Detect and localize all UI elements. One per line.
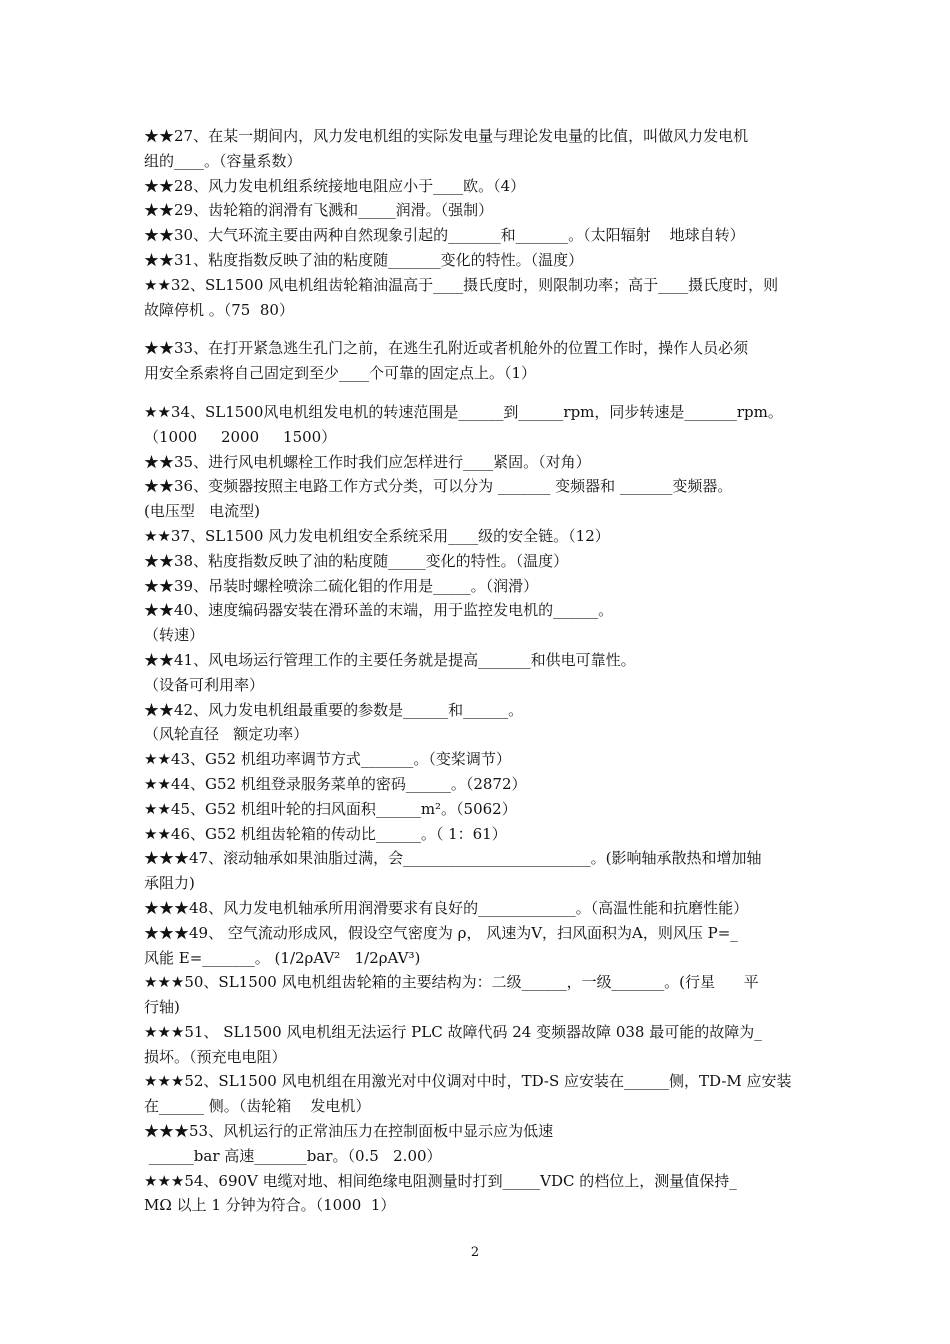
text-line: （转速） bbox=[144, 626, 205, 645]
text-line: ★★★54、690V 电缆对地、相间绝缘电阻测量时打到_____VDC 的档位上，测量值保持_ bbox=[144, 1171, 737, 1190]
text-line: （设备可利用率） bbox=[144, 675, 265, 694]
text-line: ★★33、在打开紧急逃生孔门之前，在逃生孔附近或者机舱外的位置工作时，操作人员必须 bbox=[144, 339, 749, 358]
text-line: ★★37、SL1500 风力发电机组安全系统采用____级的安全链。（12） bbox=[144, 526, 610, 545]
text-line: ★★32、SL1500 风电机组齿轮箱油温高于____摄氏度时，则限制功率；高于____摄氏度时，则 bbox=[144, 275, 779, 294]
text-line: ★★★47、滚动轴承如果油脂过满，会_________________________。(影响轴承散热和增加轴 bbox=[144, 849, 762, 868]
text-line: 组的____。（容量系数） bbox=[144, 151, 302, 170]
text-line: ★★★48、风力发电机轴承所用润滑要求有良好的_____________。（高温性能和抗磨性能） bbox=[144, 898, 749, 917]
text-line: MΩ 以上 1 分钟为符合。（1000 1） bbox=[144, 1196, 396, 1215]
text-line: ★★31、粘度指数反映了油的粘度随_______变化的特性。（温度） bbox=[144, 250, 584, 269]
text-line: ★★★51、 SL1500 风电机组无法运行 PLC 故障代码 24 变频器故障 038 最可能的故障为_ bbox=[144, 1022, 762, 1041]
text-line: ★★44、G52 机组登录服务菜单的密码______。（2872） bbox=[144, 774, 527, 793]
text-line: （风轮直径 额定功率） bbox=[144, 725, 309, 744]
text-line: 风能 E=_______。 (1/2ρAV² 1/2ρAV³) bbox=[144, 948, 421, 967]
text-line: 用安全系索将自己固定到至少____个可靠的固定点上。（1） bbox=[144, 364, 537, 383]
text-line: ★★46、G52 机组齿轮箱的传动比______。（ 1：61） bbox=[144, 824, 507, 843]
text-line: ★★★52、SL1500 风电机组在用激光对中仪调对中时，TD-S 应安装在______侧，TD-M 应安装 bbox=[144, 1072, 792, 1091]
page-number: 2 bbox=[470, 1245, 480, 1260]
text-line: ★★27、在某一期间内，风力发电机组的实际发电量与理论发电量的比值，叫做风力发电机 bbox=[144, 127, 749, 145]
text-line: ★★40、速度编码器安装在滑环盖的末端，用于监控发电机的______。 bbox=[144, 601, 614, 620]
paragraph-gap bbox=[144, 386, 814, 400]
text-line: ★★38、粘度指数反映了油的粘度随_____变化的特性。（温度） bbox=[144, 551, 569, 570]
text-line: ★★29、齿轮箱的润滑有飞溅和_____润滑。（强制） bbox=[144, 201, 494, 220]
text-line: ★★★49、 空气流动形成风，假设空气密度为 ρ， 风速为V，扫风面积为A，则风压 P=_ bbox=[144, 923, 738, 942]
text-line: ★★45、G52 机组叶轮的扫风面积______m²。（5062） bbox=[144, 799, 517, 818]
text-line: ★★43、G52 机组功率调节方式_______。（变桨调节） bbox=[144, 750, 511, 769]
paragraph-gap bbox=[144, 322, 814, 336]
text-line: ★★35、进行风电机螺栓工作时我们应怎样进行____紧固。（对角） bbox=[144, 452, 591, 471]
text-line: ★★42、风力发电机组最重要的参数是______和______。 bbox=[144, 700, 524, 719]
text-line: 损坏。（预充电电阻） bbox=[144, 1047, 287, 1066]
text-line: ★★28、风力发电机组系统接地电阻应小于____欧。（4） bbox=[144, 176, 526, 195]
text-line: ★★30、大气环流主要由两种自然现象引起的_______和_______。（太阳辐射 地球自转） bbox=[144, 226, 745, 245]
text-line: 在______ 侧。（齿轮箱 发电机） bbox=[144, 1097, 371, 1116]
text-line: ★★36、变频器按照主电路工作方式分类，可以分为 _______ 变频器和 _______变频器。 bbox=[144, 477, 733, 496]
text-line: 故障停机 。（75 80） bbox=[144, 300, 294, 319]
text-line: 承阻力) bbox=[144, 874, 195, 893]
text-line: ★★★53、风机运行的正常油压力在控制面板中显示应为低速 bbox=[144, 1122, 554, 1141]
text-line: 行轴) bbox=[144, 998, 180, 1017]
text-line: ★★41、风电场运行管理工作的主要任务就是提高_______和供电可靠性。 bbox=[144, 650, 636, 669]
text-line: (电压型 电流型) bbox=[144, 502, 261, 521]
text-line: ★★34、SL1500风电机组发电机的转速范围是______到______rpm，同步转速是_______rpm。 bbox=[144, 402, 783, 421]
text-line: ★★★50、SL1500 风电机组齿轮箱的主要结构为：二级______，一级_______。(行星 平 bbox=[144, 973, 759, 992]
question-list bbox=[144, 124, 814, 1218]
text-line: ★★39、吊装时螺栓喷涂二硫化钼的作用是_____。（润滑） bbox=[144, 576, 539, 595]
text-line: ______bar 高速_______bar。（0.5 2.00） bbox=[144, 1146, 442, 1165]
text-line: （1000 2000 1500） bbox=[144, 427, 337, 446]
